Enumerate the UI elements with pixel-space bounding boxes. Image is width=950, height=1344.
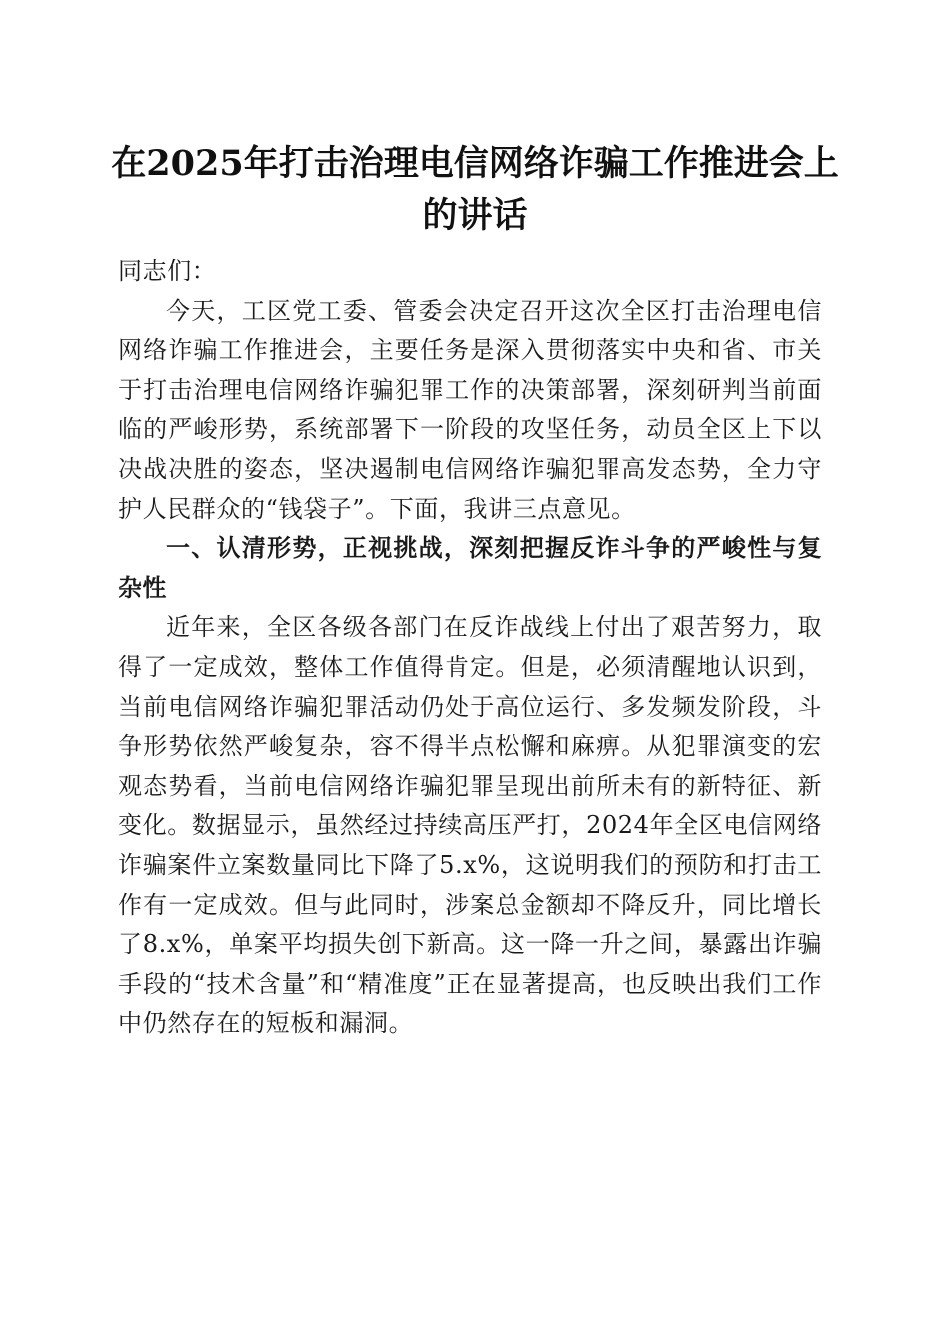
document-body	[118, 252, 822, 1044]
section-heading-1: 一、认清形势，正视挑战，深刻把握反诈斗争的严峻性与复杂性	[118, 534, 822, 602]
salutation: 同志们：	[118, 257, 217, 285]
paragraph-intro: 今天，工区党工委、管委会决定召开这次全区打击治理电信网络诈骗工作推进会，主要任务是深入贯彻落实中央和省、市关于打击治理电信网络诈骗犯罪工作的决策部署，深刻研判当前面临的严峻形势，系统部署下一阶段的攻坚任务，动员全区上下以决战决胜的姿态，坚决遏制电信网络诈骗犯罪高发态势，全力守护人民群众的“钱袋子”。下面，我讲三点意见。	[118, 296, 822, 523]
paragraph-section-1: 近年来，全区各级各部门在反诈战线上付出了艰苦努力，取得了一定成效，整体工作值得肯定。但是，必须清醒地认识到，当前电信网络诈骗犯罪活动仍处于高位运行、多发频发阶段，斗争形势依然严峻复杂，容不得半点松懈和麻痹。从犯罪演变的宏观态势看，当前电信网络诈骗犯罪呈现出前所未有的新特征、新变化。数据显示，虽然经过持续高压严打，2024年全区电信网络诈骗案件立案数量同比下降了5.x%，这说明我们的预防和打击工作有一定成效。但与此同时，涉案总金额却不降反升，同比增长了8.x%，单案平均损失创下新高。这一降一升之间，暴露出诈骗手段的“技术含量”和“精准度”正在显著提高，也反映出我们工作中仍然存在的短板和漏洞。	[118, 613, 822, 1038]
document-title: 在2025年打击治理电信网络诈骗工作推进会上的讲话	[111, 143, 839, 236]
